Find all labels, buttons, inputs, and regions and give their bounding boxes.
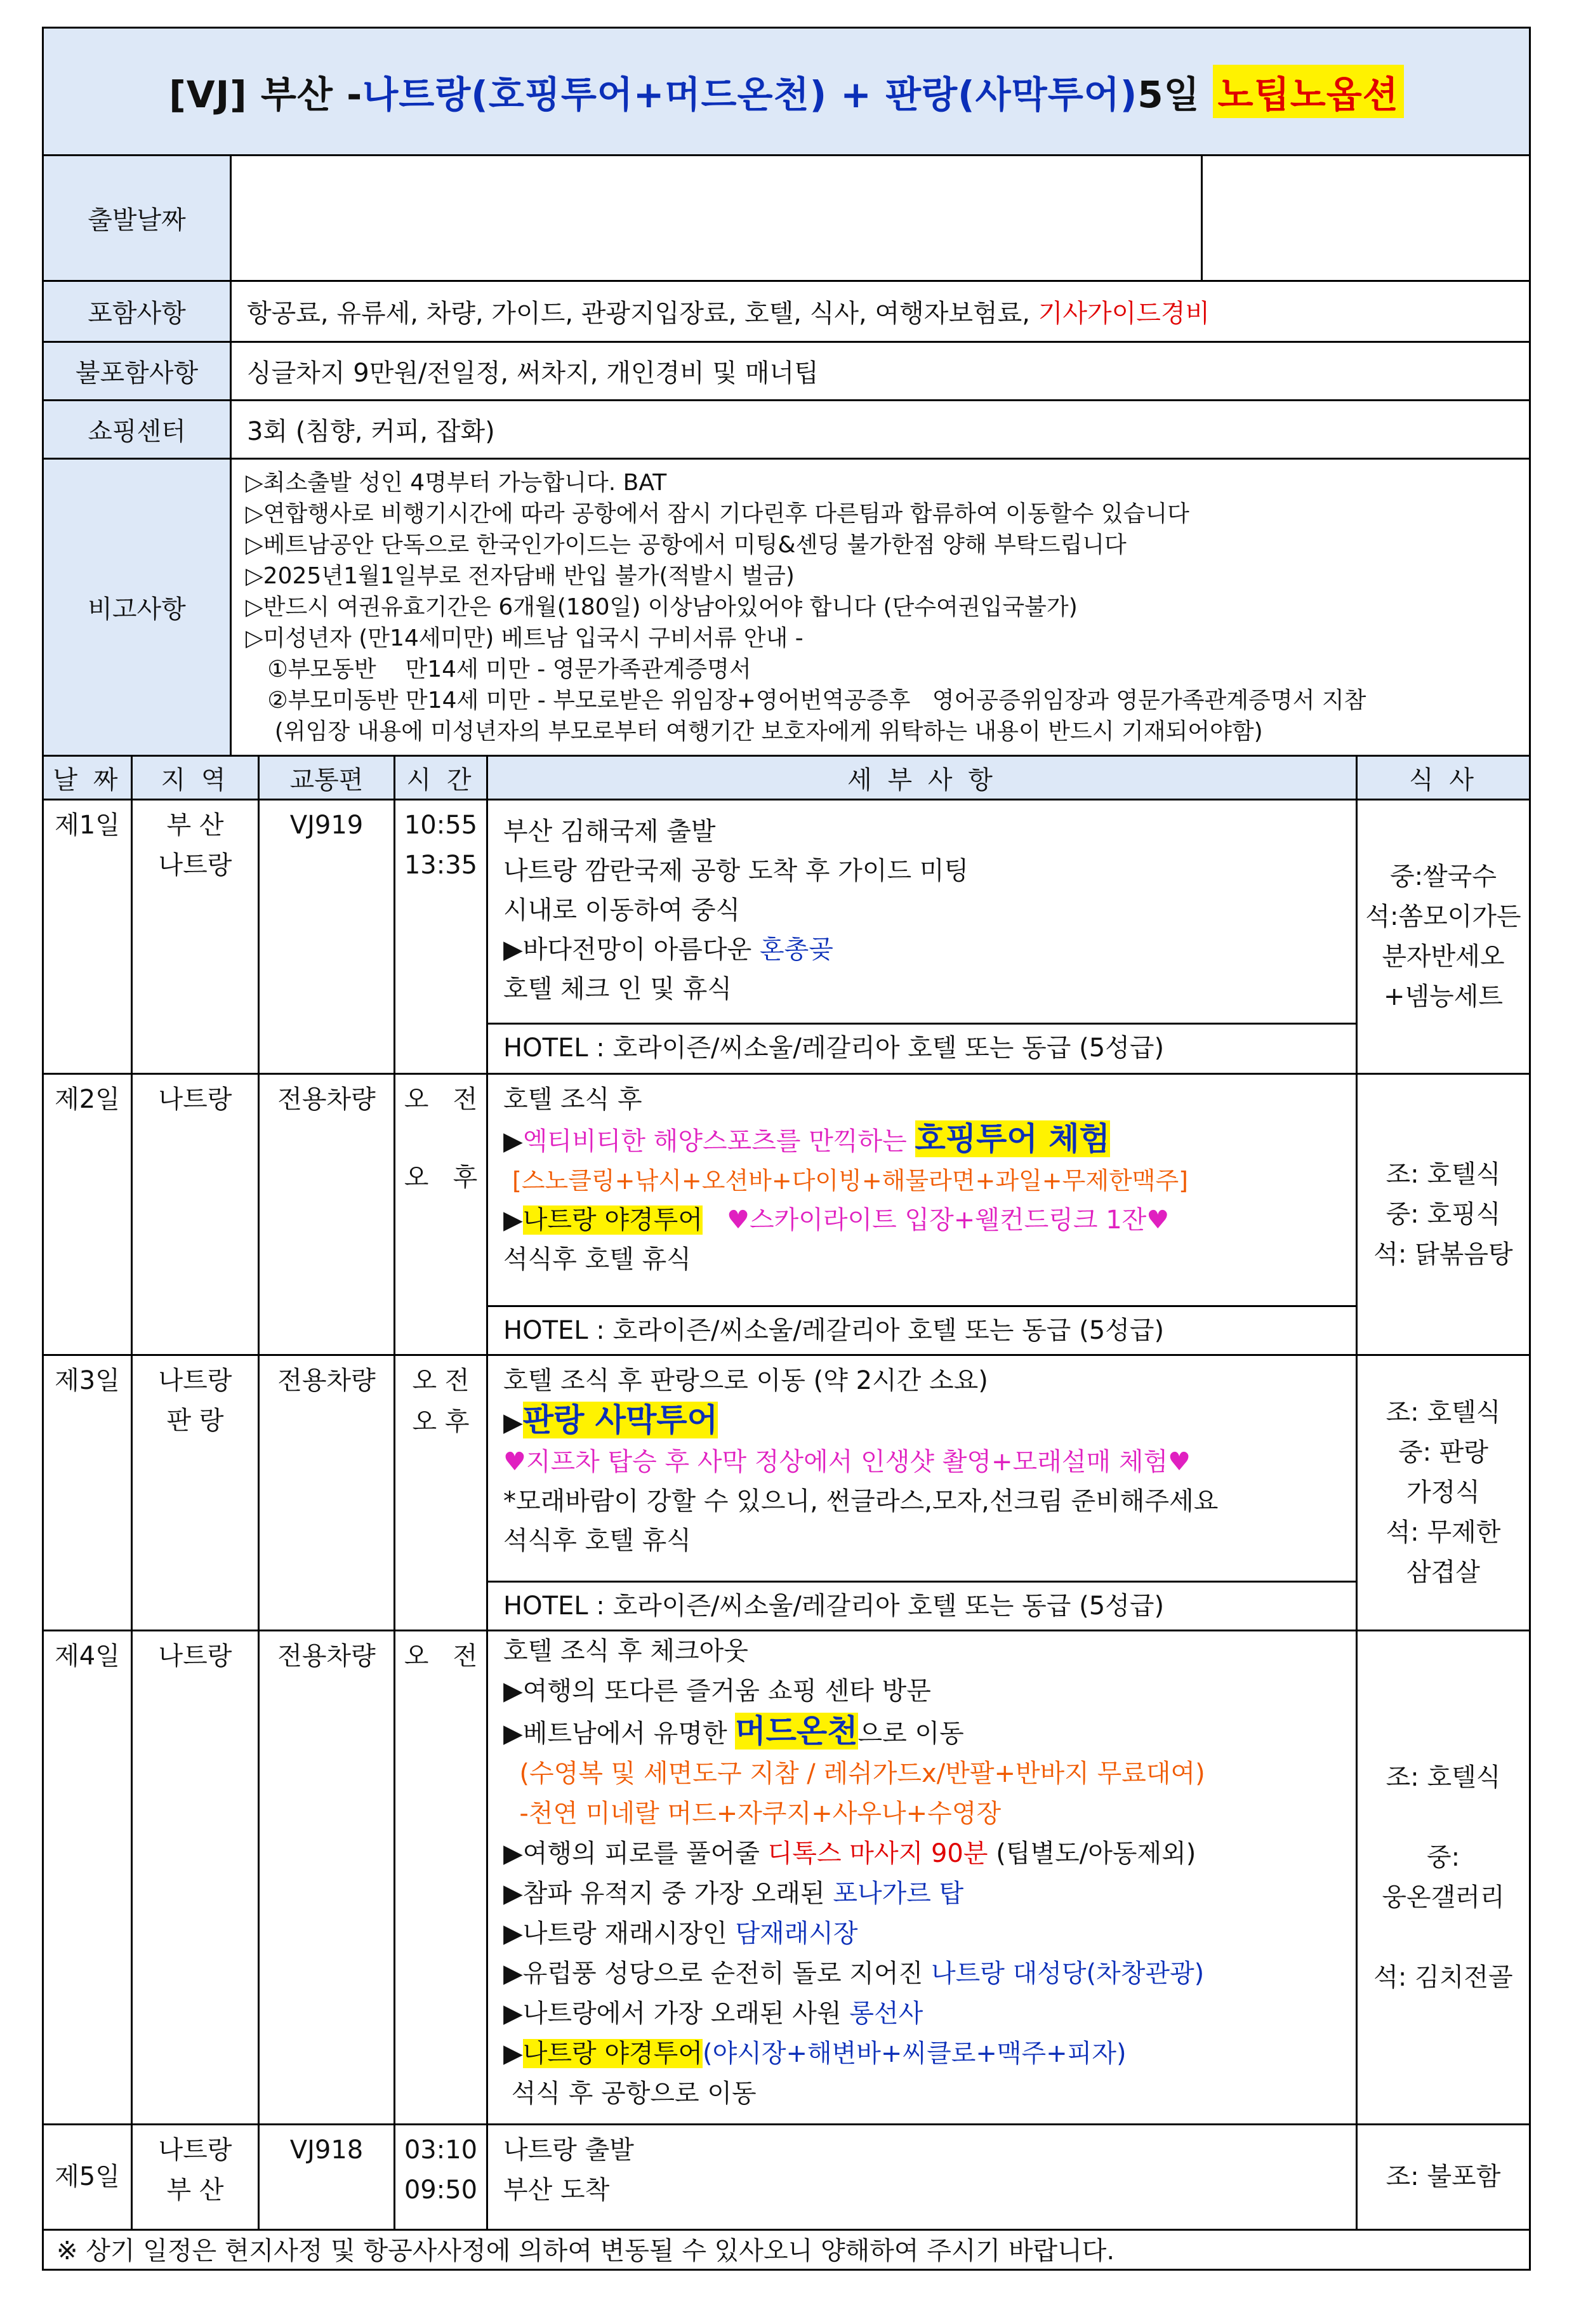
header-time: 시 간	[395, 756, 487, 800]
hopping-tour-highlight: 호핑투어 체험	[915, 1120, 1110, 1157]
day-3-hotel: HOTEL : 호라이즌/씨소울/레갈리아 호텔 또는 동급 (5성급)	[488, 1581, 1356, 1630]
page-title	[42, 27, 1531, 156]
title-destination: 나트랑(호핑투어+머드온천) + 판랑(사막투어)	[362, 73, 1138, 116]
day-1-place	[132, 800, 259, 1074]
day-4-detail: 호텔 조식 후 체크아웃 ▶여행의 또다른 즐거움 쇼핑 센타 방문 ▶베트남에서 유명한 머드온천으로 이동 (수영복 및 세면도구 지참 / 레쉬가드x/반팔+반바지 무료대여) -천연 미네랄 머드+자쿠지+사우나+수영장 ▶여행의 피로를 풀어줄 디톡스 마사지 90분 (팁별도/아동제외) ▶참파 유적지 중 가장 오래된 포나가르 탑 ▶나트랑 재래시장인 담재래시장 ▶유럽풍 성당으로 순전히 돌로 지어진 나트랑 대성당(차창관광) ▶나트랑에서 가장 오래된 사원 롱선사 ▶나트랑 야경투어(야시장+해변바+씨클로+맥주+피자) 석식 후 공항으로 이동	[487, 1631, 1357, 2125]
place-line: 나트랑	[158, 851, 232, 880]
night-tour-2-highlight: 나트랑 야경투어	[522, 2039, 703, 2068]
day-4-transport: 전용차량	[259, 1631, 395, 2125]
header-detail: 세 부 사 항	[487, 756, 1357, 800]
day-3-meal: 조: 호텔식 중: 판랑 가정식 석: 무제한 삼겹살	[1357, 1355, 1530, 1631]
day-5-row	[43, 2125, 1530, 2230]
day-1-detail	[487, 800, 1357, 1074]
nha-trang-cathedral: 나트랑 대성당(차창관광)	[930, 1959, 1205, 1988]
day-5-place: 나트랑 부 산	[132, 2125, 259, 2230]
included-value	[231, 281, 1530, 342]
info-table	[42, 154, 1531, 757]
marine-sports-text: 엑티비티한 해양스포츠를 만끽하는	[522, 1127, 915, 1156]
remark-item: ②부모미동반 만14세 미만 - 부모로받은 위임장+영어번역공증후 영어공증위임장과 영문가족관계증명서 지참	[246, 687, 1366, 714]
departure-row	[43, 156, 1530, 281]
remark-item: (위임장 내용에 미성년자의 부모로부터 여행기간 보호자에게 위탁하는 내용이 반드시 기재되어야함)	[246, 719, 1263, 745]
day-2-time: 오 전 오 후	[395, 1074, 487, 1355]
header-day: 날 짜	[43, 756, 132, 800]
desert-tour-highlight: 판랑 사막투어	[522, 1402, 718, 1438]
remark-item: ▷반드시 여권유효기간은 6개월(180일) 이상남아있어야 합니다 (단수여권입국불가)	[246, 594, 1078, 620]
day-4-time: 오 전	[395, 1631, 487, 2125]
shopping-row	[43, 401, 1530, 459]
schedule-table	[42, 755, 1531, 2231]
hon-chong-cape: 혼총곶	[759, 935, 833, 964]
detail-line: 나트랑 깜란국제 공항 도착 후 가이드 미팅	[503, 856, 969, 886]
header-meal: 식 사	[1357, 756, 1530, 800]
included-row	[43, 281, 1530, 342]
long-son-pagoda: 롱선사	[849, 1999, 923, 2028]
day-2-place: 나트랑	[132, 1074, 259, 1355]
excluded-row	[43, 342, 1530, 401]
day-5-meal: 조: 불포함	[1357, 2125, 1530, 2230]
remarks-list	[231, 459, 1530, 756]
night-tour-highlight: 나트랑 야경투어	[522, 1205, 703, 1235]
detail-line: 시내로 이동하여 중식	[503, 896, 741, 925]
day-4-place: 나트랑	[132, 1631, 259, 2125]
dam-market: 담재래시장	[735, 1919, 858, 1948]
day-5-label: 제5일	[43, 2125, 132, 2230]
remark-item: ▷최소출발 성인 4명부터 가능합니다. BAT	[246, 470, 667, 496]
header-place: 지 역	[132, 756, 259, 800]
day-3-place: 나트랑 판 랑	[132, 1355, 259, 1631]
day-1-meal: 중:쌀국수 석:쏨모이가든 분자반세오 +넴능세트	[1357, 800, 1530, 1074]
day-3-detail: 호텔 조식 후 판랑으로 이동 (약 2시간 소요) ▶판랑 사막투어 ♥지프차 탑승 후 사막 정상에서 인생샷 촬영+모래설매 체험♥ *모래바람이 강할 수 있으니, 썬글라스,모자,선크림 준비해주세요 석식후 호텔 휴식 HOTEL : 호라이즌/씨소울/레갈리아 호텔 또는 동급 (5성급)	[487, 1355, 1357, 1631]
excluded-value: 싱글차지 9만원/전일정, 써차지, 개인경비 및 매너팁	[231, 342, 1530, 401]
detox-massage: 디톡스 마사지 90분	[767, 1839, 988, 1868]
detail-line: 호텔 체크 인 및 휴식	[503, 974, 732, 1004]
detail-line: ▶바다전망이 아름다운 혼총곶	[503, 935, 833, 964]
day-5-time: 03:10 09:50	[395, 2125, 487, 2230]
day-1-row	[43, 800, 1530, 1074]
place-line: 부 산	[166, 811, 224, 840]
day-2-meal: 조: 호텔식 중: 호핑식 석: 닭볶음탕	[1357, 1074, 1530, 1355]
remarks-label: 비고사항	[43, 459, 231, 756]
day-2-transport: 전용차량	[259, 1074, 395, 1355]
departure-label: 출발날짜	[43, 156, 231, 281]
departure-extra	[1202, 156, 1530, 281]
day-2-hotel: HOTEL : 호라이즌/씨소울/레갈리아 호텔 또는 동급 (5성급)	[488, 1305, 1356, 1354]
excluded-label: 불포함사항	[43, 342, 231, 401]
day-2-row	[43, 1074, 1530, 1355]
day-1-hotel: HOTEL : 호라이즌/씨소울/레갈리아 호텔 또는 동급 (5성급)	[488, 1023, 1356, 1072]
day-3-transport: 전용차량	[259, 1355, 395, 1631]
day-5-transport: VJ918	[259, 2125, 395, 2230]
day-1-time	[395, 800, 487, 1074]
no-tip-no-option-badge: 노팁노옵션	[1213, 65, 1404, 118]
title-duration: 5일	[1137, 73, 1200, 116]
footer-notice: ※ 상기 일정은 현지사정 및 항공사사정에 의하여 변동될 수 있사오니 양해하여 주시기 바랍니다.	[42, 2229, 1531, 2271]
header-transport: 교통편	[259, 756, 395, 800]
day-5-detail: 나트랑 출발 부산 도착	[487, 2125, 1357, 2230]
time-line: 10:55	[404, 811, 478, 840]
departure-value	[231, 156, 1202, 281]
mud-spa-highlight: 머드온천	[735, 1713, 858, 1750]
remark-item: ▷미성년자 (만14세미만) 베트남 입국시 구비서류 안내 -	[246, 625, 804, 651]
shopping-label: 쇼핑센터	[43, 401, 231, 459]
title-origin: [VJ] 부산 -	[169, 73, 363, 116]
remarks-row	[43, 459, 1530, 756]
schedule-header	[43, 756, 1530, 800]
itinerary-sheet	[42, 27, 1531, 2271]
remark-item: ▷베트남공안 단독으로 한국인가이드는 공항에서 미팅&센딩 불가한점 양해 부탁드립니다	[246, 532, 1127, 558]
remark-item: ▷2025년1월1일부로 전자담배 반입 불가(적발시 벌금)	[246, 563, 795, 589]
day-1-label: 제1일	[43, 800, 132, 1074]
included-text: 항공료, 유류세, 차량, 가이드, 관광지입장료, 호텔, 식사, 여행자보험료,	[247, 299, 1038, 328]
detail-line: 부산 김해국제 출발	[503, 817, 716, 846]
day-4-row	[43, 1631, 1530, 2125]
day-2-label: 제2일	[43, 1074, 132, 1355]
day-2-detail: 호텔 조식 후 ▶엑티비티한 해양스포츠를 만끽하는 호핑투어 체험 [스노클링+낚시+오션바+다이빙+해물라면+과일+무제한맥주] ▶나트랑 야경투어 ♥스카이라이트 입장+웰컨드링크 1잔♥ 석식후 호텔 휴식 HOTEL : 호라이즌/씨소울/레갈리아 호텔 또는 동급 (5성급)	[487, 1074, 1357, 1355]
day-1-transport: VJ919	[259, 800, 395, 1074]
remark-item: ▷연합행사로 비행기시간에 따라 공항에서 잠시 기다린후 다른팀과 합류하여 이동할수 있습니다	[246, 501, 1189, 527]
included-guide-fee: 기사가이드경비	[1038, 299, 1210, 328]
day-3-label: 제3일	[43, 1355, 132, 1631]
po-nagar-tower: 포나가르 탑	[833, 1879, 964, 1908]
shopping-value: 3회 (침향, 커피, 잡화)	[231, 401, 1530, 459]
day-4-meal: 조: 호텔식 중: 웅온갤러리 석: 김치전골	[1357, 1631, 1530, 2125]
day-4-label: 제4일	[43, 1631, 132, 2125]
time-line: 13:35	[404, 851, 478, 880]
day-3-row	[43, 1355, 1530, 1631]
included-label: 포함사항	[43, 281, 231, 342]
remark-item: ①부모동반 만14세 미만 - 영문가족관계증명서	[246, 656, 751, 682]
day-3-time: 오 전 오 후	[395, 1355, 487, 1631]
